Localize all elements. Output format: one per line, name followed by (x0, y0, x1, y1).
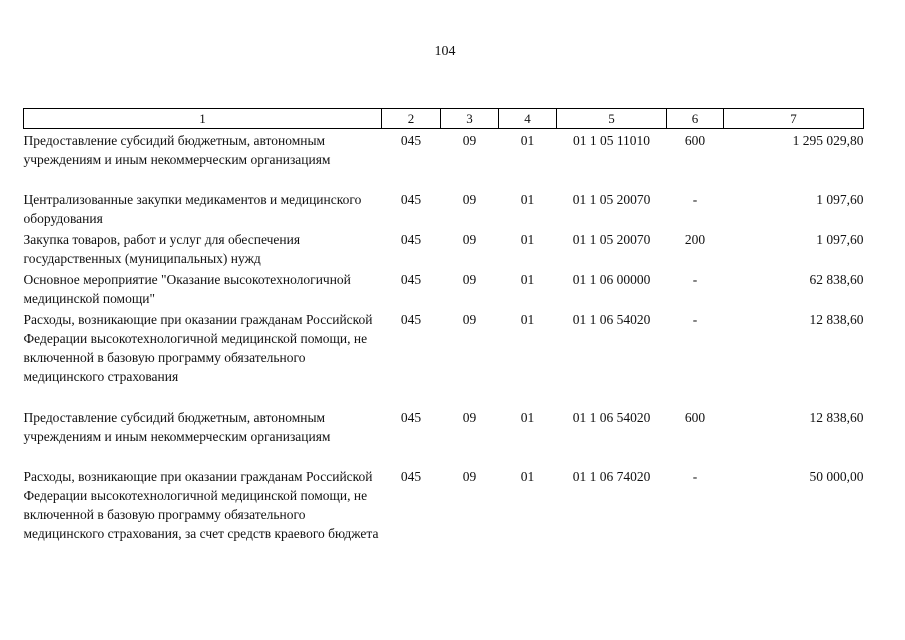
expense-type-code: 200 (684, 231, 706, 247)
expense-type-code: - (692, 271, 698, 287)
ministry-code: 045 (400, 311, 422, 327)
expense-type-code: - (692, 468, 698, 484)
row-name: Предоставление субсидий бюджетным, автономным учреждениям и иным некоммерческим организациям (23, 133, 331, 167)
section-code: 09 (462, 409, 477, 425)
table-row (24, 228, 864, 268)
amount: 1 295 029,80 (792, 133, 864, 148)
expense-type-code: - (692, 191, 698, 207)
ministry-code: 045 (400, 133, 422, 148)
table-row (24, 465, 864, 565)
column-header: 3 (441, 109, 499, 129)
amount: 50 000,00 (809, 468, 864, 484)
table-row (24, 188, 864, 228)
table-header-row (24, 109, 864, 129)
section-code: 09 (462, 468, 477, 484)
table-row (24, 268, 864, 308)
column-header: 4 (499, 109, 557, 129)
table-row (24, 129, 864, 188)
row-name: Закупка товаров, работ и услуг для обеспечения государственных (муниципальных) нужд (23, 231, 301, 266)
subsection-code: 01 (520, 409, 535, 425)
section-code: 09 (462, 231, 477, 247)
target-article-code: 01 1 06 54020 (572, 409, 651, 425)
row-name: Расходы, возникающие при оказании гражданам Российской Федерации высокотехнологичной медицинской помощи, не включенной в базовую программу обязательного медицинского страхования, за счет средств краевого бюджета (23, 468, 379, 541)
column-header: 2 (382, 109, 441, 129)
target-article-code: 01 1 05 20070 (572, 231, 651, 247)
ministry-code: 045 (400, 271, 422, 287)
ministry-code: 045 (400, 409, 422, 425)
subsection-code: 01 (520, 468, 535, 484)
row-name: Предоставление субсидий бюджетным, автономным учреждениям и иным некоммерческим организациям (23, 409, 331, 444)
expense-type-code: 600 (684, 409, 706, 425)
column-header: 7 (724, 109, 864, 129)
target-article-code: 01 1 06 00000 (572, 271, 651, 287)
subsection-code: 01 (520, 191, 535, 207)
subsection-code: 01 (520, 231, 535, 247)
subsection-code: 01 (520, 311, 535, 327)
ministry-code: 045 (400, 468, 422, 484)
amount: 62 838,60 (809, 271, 864, 287)
amount: 12 838,60 (809, 311, 864, 327)
column-header: 1 (24, 109, 382, 129)
row-name: Расходы, возникающие при оказании гражданам Российской Федерации высокотехнологичной медицинской помощи, не включенной в базовую программу обязательного медицинского страхования (23, 311, 373, 384)
ministry-code: 045 (400, 191, 422, 207)
subsection-code: 01 (520, 133, 535, 148)
target-article-code: 01 1 05 20070 (572, 191, 651, 207)
amount: 1 097,60 (816, 231, 864, 247)
amount: 12 838,60 (809, 409, 864, 425)
row-name: Централизованные закупки медикаментов и медицинского оборудования (23, 191, 362, 226)
budget-table (23, 108, 864, 565)
target-article-code: 01 1 06 74020 (572, 468, 651, 484)
ministry-code: 045 (400, 231, 422, 247)
target-article-code: 01 1 05 11010 (572, 133, 651, 148)
section-code: 09 (462, 271, 477, 287)
column-header: 6 (667, 109, 724, 129)
table-row (24, 308, 864, 406)
section-code: 09 (462, 311, 477, 327)
row-name: Основное мероприятие "Оказание высокотехнологичной медицинской помощи" (23, 271, 351, 306)
amount: 1 097,60 (816, 191, 864, 207)
expense-type-code: - (692, 311, 698, 327)
subsection-code: 01 (520, 271, 535, 287)
expense-type-code: 600 (684, 133, 706, 148)
table-row (24, 406, 864, 465)
target-article-code: 01 1 06 54020 (572, 311, 651, 327)
column-header: 5 (557, 109, 667, 129)
section-code: 09 (462, 191, 477, 207)
section-code: 09 (462, 133, 477, 148)
page-number: 104 (434, 44, 456, 59)
